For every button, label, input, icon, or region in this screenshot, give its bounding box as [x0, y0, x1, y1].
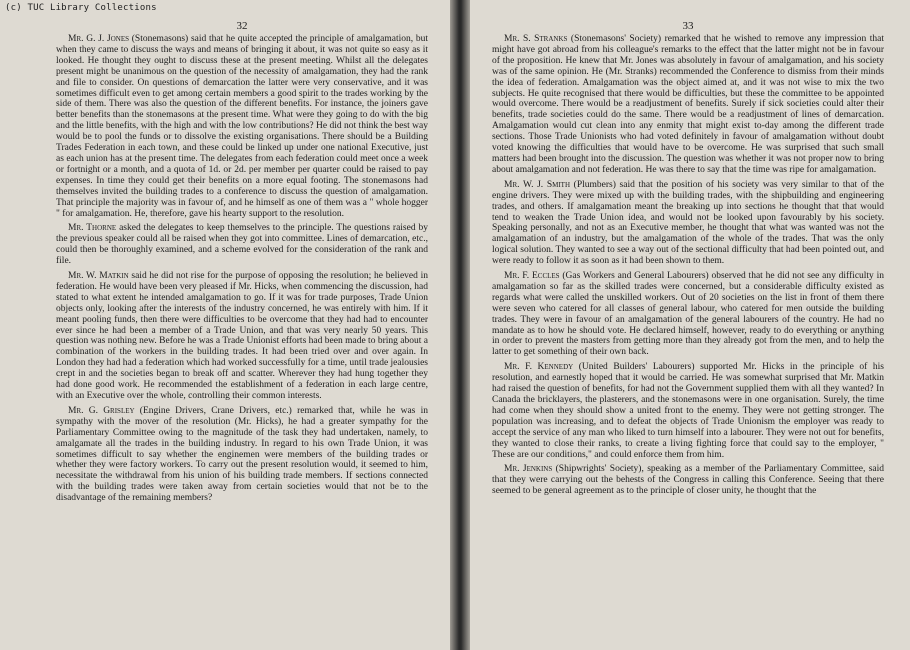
- paragraph-text: (United Builders' Labourers) supported Mr. Hicks in the principle of his resolution, and earnestly hoped that it would be carried. He was somewhat surprised that Mr. Matkin had raised the question of benefits, for had not the Government supplied them with all they wanted? In Canada the bricklayers, the plasterers, and the stonemasons were in one organisation. Surely, the time had come when they should show a united front to the enemy. They were not getting stronger. The population was increasing, and to defeat the objects of Trade Unionism the employer was ready to accept the service of any man who liked to turn himself into a labourer. They were not out for benefits, they wanted to close their ranks, to create a living fighting force that could say to the employer, " These are our conditions," and could enforce them from him.: [492, 362, 884, 460]
- copyright-watermark: (c) TUC Library Collections: [5, 3, 157, 13]
- paragraph-text: (Engine Drivers, Crane Drivers, etc.) remarked that, while he was in sympathy with the mover of the resolution (Mr. Hicks), he had a greater sympathy for the Parliamentary Committee owing to the magnitude of the task they had undertaken, namely, to amalgamate all the trades in the building industry. In regard to his own Trade Union, it was sometimes difficult to say whether the enginemen were members of the building trades or whether they were factory workers. To carry out the present resolution would, it seemed to him, necessitate the withdrawal from his union of his building trade members. If sections connected with the building trades were taken away from certain societies would that not be to the disadvantage of the remaining members?: [56, 405, 428, 504]
- speaker-name: Mr. G. Grisley: [68, 405, 135, 416]
- paragraph: [56, 271, 428, 402]
- left-page: [0, 0, 450, 650]
- paragraph-text: (Stonemasons' Society) remarked that he wished to remove any impression that might have got abroad from his colleague's remarks to the effect that the latter might not be in favour of the proposition. He knew that Mr. Jones was absolutely in favour of amalgamation, and his society was of the same opinion. He (Mr. Stranks) recommended the Conference to dismiss from their minds the idea of federation. Amalgamation was the object aimed at, and it was not wise to mix the two subjects. He quite recognised that there would be difficulties, but these the committee to be appointed would overcome. There would be a readjustment of benefits. Surely if sick societies could alter their benefits, trade societies could do the same. There would be a readjustment of lines of demarcation. Amalgamation would cut clean into any enmity that might exist to-day among the different trade sections. Those Trade Unionists who had voted definitely in favour of amalgamation without doubt voted knowing the difficulties that would have to be overcome. He was surprised that such small matters had been brought into the discussion. The question was whether it was not proper now to bring about amalgamation and not federation. He was there to say that the time was ripe for amalgamation.: [492, 34, 884, 175]
- paragraph-text: said he did not rise for the purpose of opposing the resolution; he believed in federation. He would have been very pleased if Mr. Hicks, when commencing the discussion, had stated to what extent he intended amalgamation to go. If it was for trade purposes, Trade Union objects only, looking after the interests of the industry concerned, he was entirely with him. If it meant pooling funds, then there were difficulties to be overcome that they had had to encounter ever since he had been a member of a Trade Union, and that was very nearly 50 years. This question was nothing new. Before he was a Trade Unionist efforts had been made to bring about a combination of the workers in the building trades. It had been tried over and over again. In London they had had a federation which had worked successfully for a time, until trade jealousies crept in and the societies began to break off and scatter. Wherever they had hung together they had done good work. He recommended the establishment of a federation in each large centre, with an Executive over the whole, controlling their common interests.: [56, 271, 428, 401]
- paragraph: [492, 362, 884, 460]
- paragraph: [492, 271, 884, 358]
- paragraph-text: (Stonemasons) said that he quite accepted the principle of amalgamation, but when they came to discuss the ways and means of bringing it about, it was not quite so easy as it looked. He thought they ought to discuss these at the present meeting. Whilst all the delegates present might be unanimous on the question of the necessity of amalgamation, they had the rank and file to consider. On questions of demarcation the latter were very conservative, and it was sometimes difficult even to get among certain members a good spirit to the trades working by the side of them. There was also the question of the different benefits. For instance, the joiners gave better benefits than the stonemasons at the present time. What were they going to do with the big and the little benefits, with the high and with the low contributions? He did not think the best way would be to pool the funds or to dissolve the existing organisations. There should be a Building Trades Federation in each town, and these could be linked up under one national Executive, just as each union has at the present time. The delegates from each federation could meet once a week or fortnight or a month, and a quota of 1d. or 2d. per member per quarter could be raised to pay expenses. In time they could get their benefits on a more equal footing. The stonemasons had themselves invited the building trades to a conference to discuss the question of amalgamation. That principle the majority was in favour of, and he himself as one of them was a " whole hogger " for amalgamation. He, therefore, gave his hearty support to the resolution.: [56, 34, 429, 219]
- paragraph-text: (Plumbers) said that the position of his society was very similar to that of the engine drivers. They were mixed up with the building trades, with the shipbuilding and engineering trades, and others. If amalgamation meant the breaking up into sections he thought that that would tend to weaken the Trade Union idea, and would not be looked upon favourably by his society. Speaking personally, and not as an Executive member, he thought that what was wanted was not the amalgamation of an industry, but the amalgamation of the whole of the trades. That was the only logical solution. They wanted to see a way out of the sectional difficulty that had been pointed out, and were ready to follow it as soon as it had been shown to them.: [492, 179, 884, 267]
- paragraph: [56, 223, 428, 267]
- paragraph-text: (Gas Workers and General Labourers) observed that he did not see any difficulty in amalgamation so far as the skilled trades were concerned, but a considerable difficulty existed as regards what were called the unskilled workers. Out of 20 societies on the list in front of them there were seven who catered for all classes of general labour, who catered for men outside the building trades. They were in favour of an amalgamation of the general labourers of the country. He had no mandate as to how he should vote. He declared himself, however, ready to do everything or anything in order to prevent the masters from getting more than they already got from the men, and to help the latter to get something of their own back.: [492, 271, 884, 358]
- speaker-name: Mr. F. Kennedy: [504, 362, 574, 373]
- speaker-name: Mr. G. J. Jones: [68, 34, 130, 44]
- paragraph: [56, 406, 428, 504]
- speaker-name: Mr. W. Matkin: [68, 271, 129, 282]
- paragraph: [492, 180, 884, 267]
- paragraph: [492, 34, 884, 176]
- book-gutter: [450, 0, 470, 650]
- speaker-name: Mr. S. Stranks: [504, 34, 568, 44]
- paragraph-text: (Shipwrights' Society), speaking as a member of the Parliamentary Committee, said that they were carrying out the behests of the Congress in calling this Conference. Seeing that there seemed to be general agreement as to the principle of closer unity, he thought that the: [492, 464, 885, 497]
- right-page: [470, 0, 910, 650]
- speaker-name: Mr. Thorne: [68, 223, 117, 234]
- paragraph: [56, 34, 428, 219]
- speaker-name: Mr. F. Eccles: [504, 271, 560, 282]
- page-number: 33: [682, 20, 694, 32]
- page-number: 32: [236, 20, 248, 32]
- speaker-name: Mr. Jenkins: [504, 464, 553, 475]
- paragraph-text: asked the delegates to keep themselves to the principle. The questions raised by the previous speaker could all be raised when they got into committee. Lines of demarcation, etc., could then be thoroughly examined, and a scheme evolved for the consideration of the rank and file.: [56, 223, 429, 267]
- left-page-body: [56, 34, 428, 504]
- paragraph: [492, 464, 884, 497]
- right-page-body: [492, 34, 884, 497]
- speaker-name: Mr. W. J. Smith: [504, 179, 571, 190]
